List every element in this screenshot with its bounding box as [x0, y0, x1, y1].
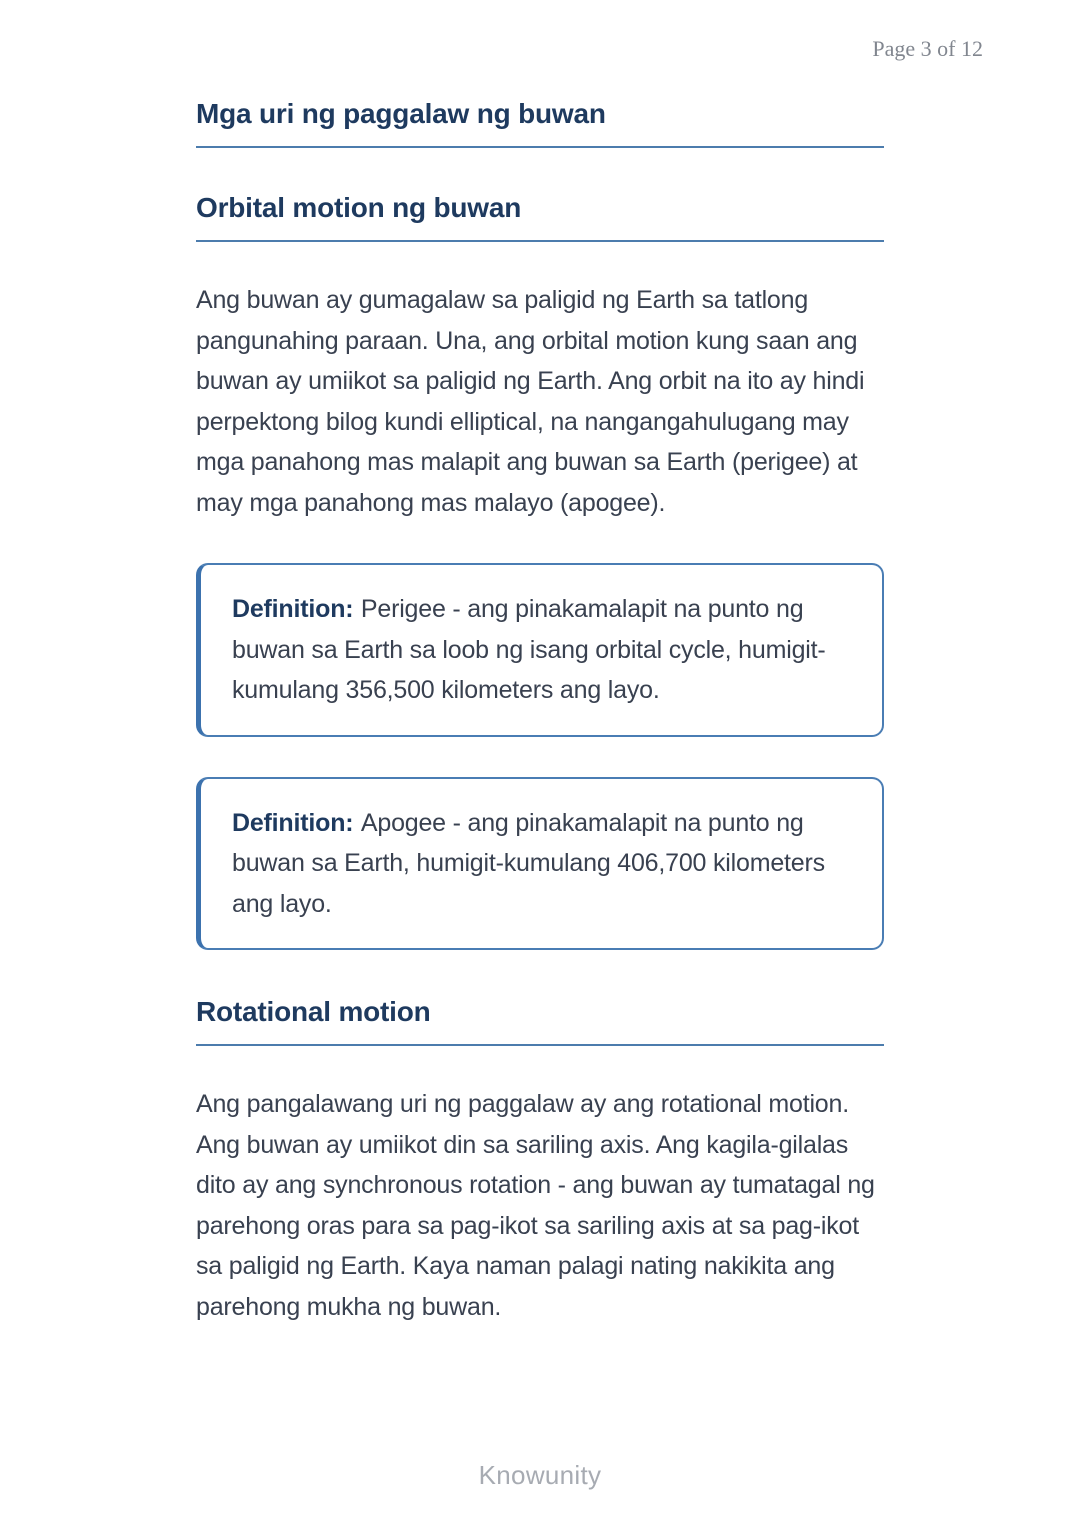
definition-box-apogee-text: [232, 803, 856, 925]
document-content: [196, 96, 884, 1327]
rotational-motion-heading: Rotational motion: [196, 994, 884, 1046]
orbital-motion-heading: Orbital motion ng buwan: [196, 190, 884, 242]
definition-box-apogee: [196, 777, 884, 951]
definition-box-perigee: [196, 563, 884, 737]
main-section-heading: Mga uri ng paggalaw ng buwan: [196, 96, 884, 148]
definition-box-perigee-text: [232, 589, 856, 711]
rotational-motion-paragraph: Ang pangalawang uri ng paggalaw ay ang rotational motion. Ang buwan ay umiikot din sa sariling axis. Ang kagila-gilalas dito ay ang synchronous rotation - ang buwan ay tumatagal ng parehong oras para sa pag-ikot sa sariling axis at sa pag-ikot sa paligid ng Earth. Kaya naman palagi nating nakikita ang parehong mukha ng buwan.: [196, 1090, 875, 1321]
page-number: Page 3 of 12: [872, 36, 983, 61]
orbital-motion-paragraph: Ang buwan ay gumagalaw sa paligid ng Earth sa tatlong pangunahing paraan. Una, ang orbital motion kung saan ang buwan ay umiikot sa paligid ng Earth. Ang orbit na ito ay hindi perpektong bilog kundi elliptical, na nangangahulugang may mga panahong mas malapit ang buwan sa Earth (perigee) at may mga panahong mas malayo (apogee).: [196, 286, 865, 517]
definition-text-perigee: Perigee - ang pinakamalapit na punto ng buwan sa Earth sa loob ng isang orbital cycle, humigit-kumulang 356,500 kilometers ang layo.: [232, 595, 826, 704]
definition-text-apogee: Apogee - ang pinakamalapit na punto ng buwan sa Earth, humigit-kumulang 406,700 kilometers ang layo.: [232, 808, 825, 918]
footer-brand: Knowunity: [478, 1460, 602, 1490]
definition-label: Definition:: [232, 808, 354, 837]
definition-label: Definition:: [232, 595, 354, 623]
